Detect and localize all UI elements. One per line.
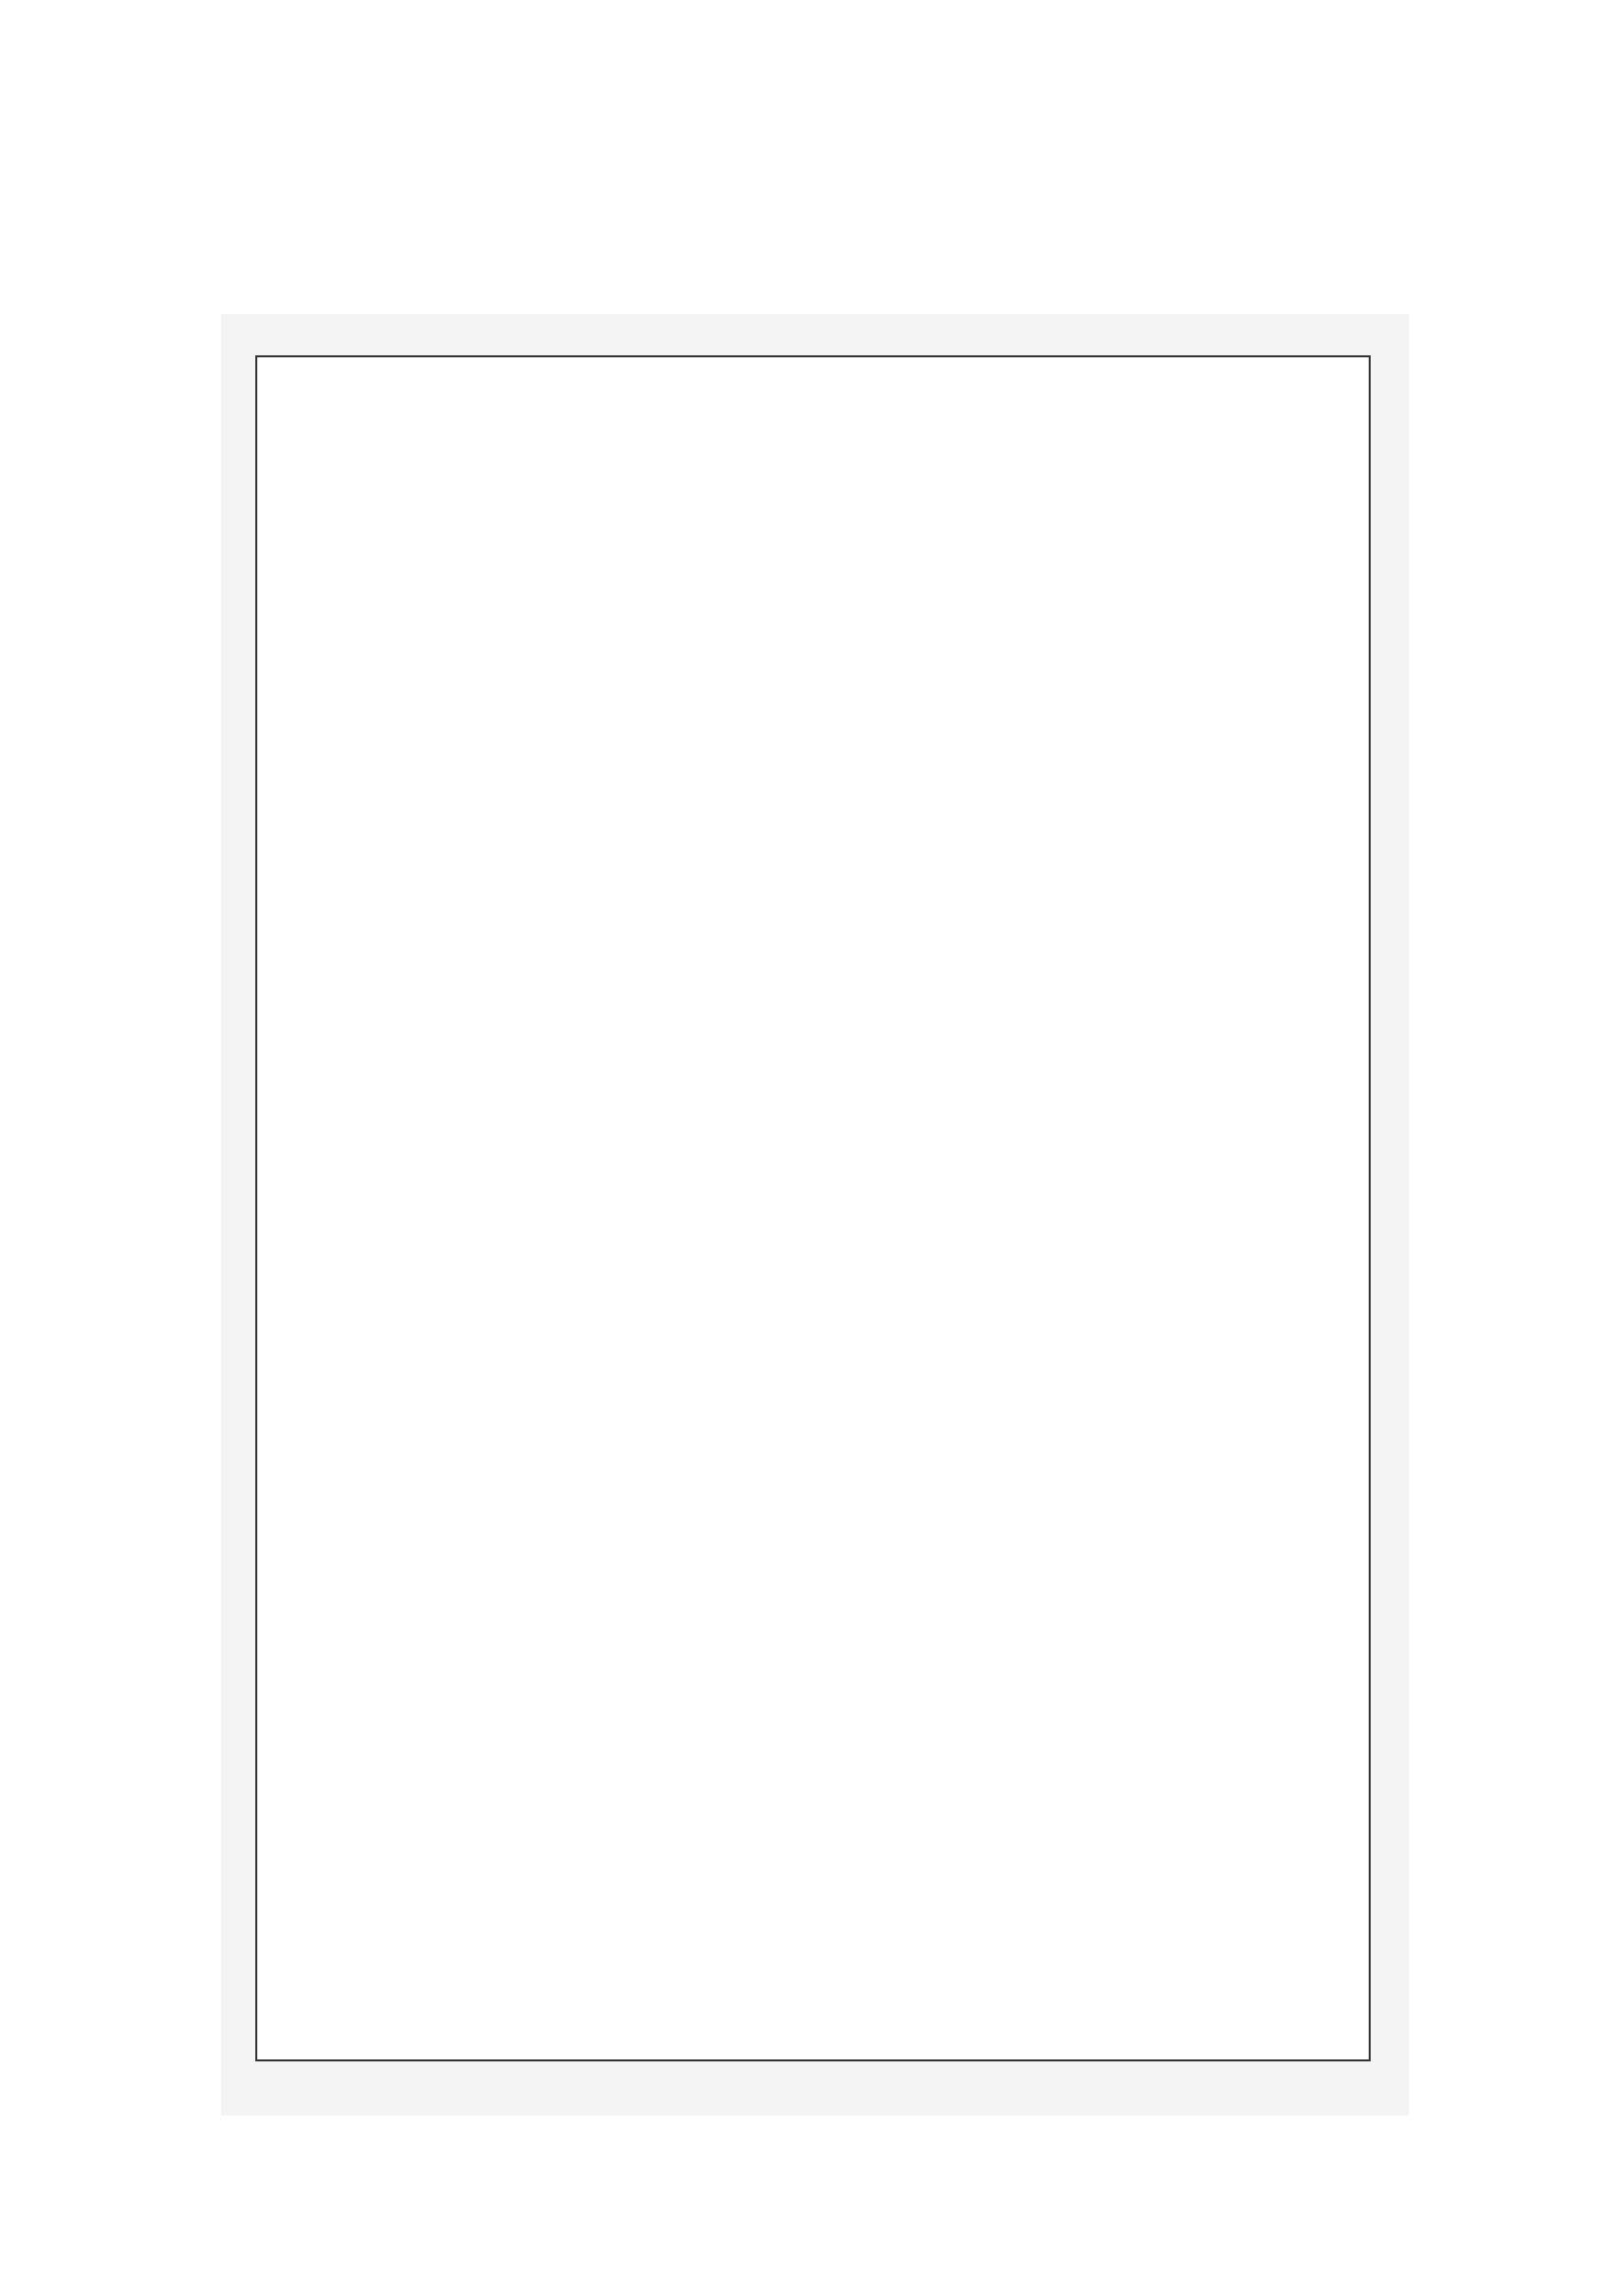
calendar-grid: [255, 355, 1371, 2061]
